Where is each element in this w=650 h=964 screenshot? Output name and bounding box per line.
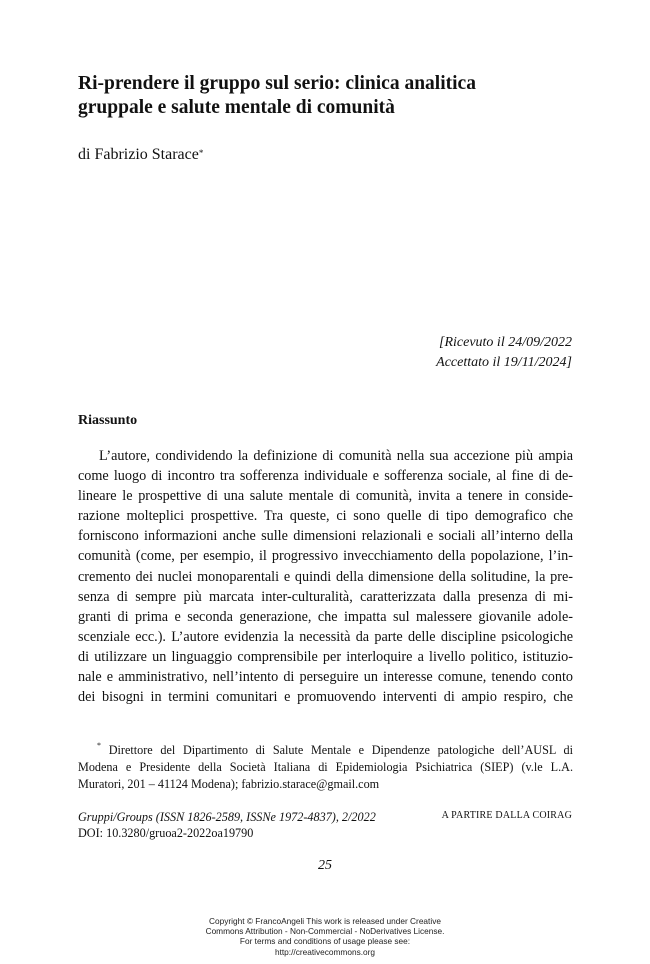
- abstract-body: [78, 446, 573, 707]
- abstract-line: dei bisogni in termini comunitari e promuovendo interventi di ampio respiro, che: [78, 689, 573, 706]
- received-dates: [436, 333, 572, 373]
- license-link[interactable]: http://creativecommons.org: [274, 946, 376, 957]
- author-footnote-mark: *: [198, 148, 204, 158]
- footnote-text: Direttore del Dipartimento di Salute Mentale e Dipendenze patologiche dell’AUSL di: [108, 743, 574, 758]
- license-line: For terms and conditions of usage please see:: [239, 936, 411, 947]
- footnote-mark: *: [97, 741, 101, 750]
- abstract-line: nale e amministrativo, nell’intento di perseguire un interesse comune, tenendo conto: [78, 669, 573, 686]
- footnote-line: Modena e Presidente della Società Italiana di Epidemiologia Psichiatrica (SIEP) (v.le L.A.: [78, 760, 573, 775]
- abstract-line: razione molteplici prospettive. Tra queste, ci sono quelle di tipo demografico che: [78, 508, 573, 525]
- author-name: di Fabrizio Starace: [78, 146, 199, 163]
- abstract-line: di utilizzare un linguaggio comprensibile per interloquire a livello politico, istituzio-: [78, 648, 573, 665]
- title-line-1: Ri-prendere il gruppo sul serio: clinica analitica: [78, 73, 476, 94]
- page-number: 25: [318, 858, 332, 873]
- abstract-line: come luogo di incontro tra sofferenza individuale e sofferenza sociale, al fine di de-: [78, 468, 573, 485]
- title-line-2: gruppale e salute mentale di comunità: [78, 97, 395, 118]
- journal-doi: DOI: 10.3280/gruoa2-2022oa19790: [78, 826, 254, 840]
- footnote-line: Muratori, 201 – 41124 Modena); fabrizio.starace@gmail.com: [78, 777, 380, 792]
- abstract-line: lineare le prospettive di una salute mentale di comunità, invita a tenere in conside-: [78, 488, 573, 505]
- abstract-line: granti di prima e seconda generazione, che impatta sul malessere giovanile adole-: [78, 608, 573, 625]
- article-author: [78, 145, 203, 165]
- article-title: [78, 72, 578, 120]
- license-notice: [0, 916, 650, 957]
- license-line: Copyright © FrancoAngeli This work is released under Creative: [209, 916, 441, 926]
- accepted-date: Accettato il 19/11/2024]: [436, 355, 572, 370]
- abstract-line: senza di sempre più marcata inter-culturalità, caratterizzata dalla presenza di mi-: [78, 588, 573, 605]
- author-footnote: [78, 738, 573, 793]
- received-date: [Ricevuto il 24/09/2022: [439, 335, 572, 350]
- abstract-line: L’autore, condividendo la definizione di comunità nella sua accezione più ampia: [99, 448, 573, 464]
- abstract-line: scenziale ecc.). L’autore evidenzia la necessità da parte delle discipline psicologiche: [78, 628, 573, 645]
- abstract-heading: Riassunto: [78, 413, 138, 428]
- abstract-line: forniscono informazioni anche sulle dimensioni relazionali e sociali all’interno della: [78, 528, 573, 545]
- abstract-line: comunità (come, per esempio, il progressivo invecchiamento della popolazione, l’in-: [78, 548, 573, 565]
- section-label: A PARTIRE DALLA COIRAG: [441, 810, 572, 821]
- license-line: Commons Attribution - Non-Commercial - NoDerivatives License.: [205, 926, 445, 937]
- journal-issn: Gruppi/Groups (ISSN 1826-2589, ISSNe 1972-4837), 2/2022: [78, 810, 376, 824]
- footnote-line: [78, 738, 573, 759]
- journal-citation: [78, 809, 376, 841]
- abstract-line: cremento dei nuclei monoparentali e quindi della dimensione della solitudine, la pre-: [78, 568, 573, 585]
